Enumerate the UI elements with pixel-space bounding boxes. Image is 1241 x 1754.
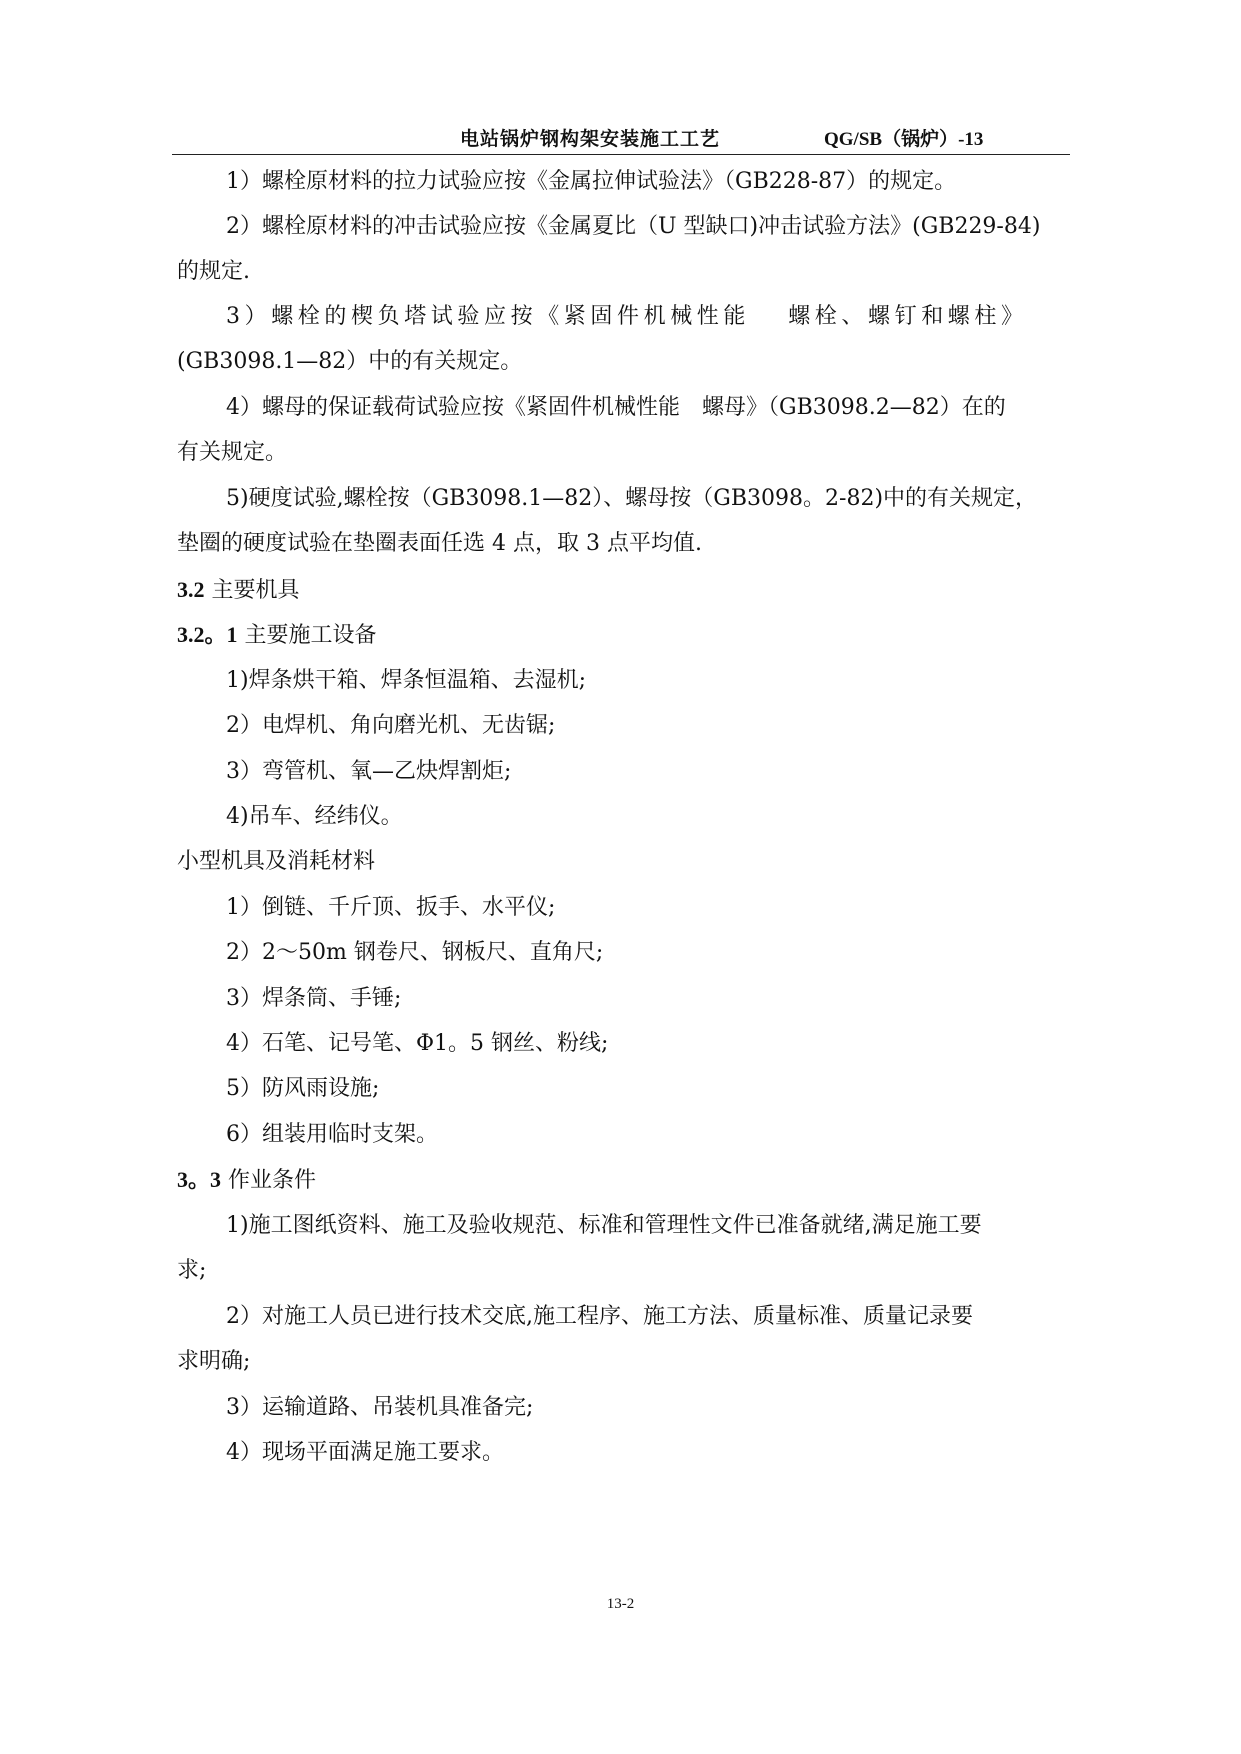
list-item: 1)焊条烘干箱、焊条恒温箱、去湿机;: [226, 668, 586, 693]
list-item-continuation: 求;: [177, 1258, 207, 1283]
list-item: 5）防风雨设施;: [226, 1076, 380, 1101]
list-item: 6）组装用临时支架。: [226, 1122, 438, 1147]
list-item: 4）石笔、记号笔、Φ1。5 钢丝、粉线;: [226, 1031, 609, 1056]
paragraph-line: 5)硬度试验,螺栓按（GB3098.1—82）、螺母按（GB3098。2-82)中的有关规定，: [226, 486, 1038, 511]
page-number: 13-2: [606, 1596, 635, 1612]
section-number: 3。3: [177, 1167, 222, 1192]
list-item: 3）运输道路、吊装机具准备完;: [226, 1395, 534, 1420]
subheading-small-tools: 小型机具及消耗材料: [177, 849, 376, 874]
list-item: 3）弯管机、氧—乙炔焊割炬;: [226, 759, 512, 784]
list-item: 2）2～50m 钢卷尺、钢板尺、直角尺;: [226, 940, 604, 965]
list-item-continuation: 求明确;: [177, 1349, 251, 1374]
section-heading-3-2-1: [177, 620, 377, 651]
list-item: 1）倒链、千斤顶、扳手、水平仪;: [226, 895, 556, 920]
page-header: [172, 124, 1070, 155]
list-item: 2）电焊机、角向磨光机、无齿锯;: [226, 713, 556, 738]
list-item: 2）对施工人员已进行技术交底,施工程序、施工方法、质量标准、质量记录要: [226, 1304, 973, 1329]
paragraph-line: 的规定.: [177, 259, 250, 284]
list-item: 3）焊条筒、手锤;: [226, 986, 402, 1011]
paragraph-line: 有关规定。: [177, 440, 288, 465]
section-title: 作业条件: [228, 1168, 317, 1193]
paragraph-line: 4）螺母的保证载荷试验应按《紧固件机械性能 螺母》（GB3098.2—82）在的: [226, 395, 1006, 420]
list-item: 4)吊车、经纬仪。: [226, 804, 403, 829]
header-title: 电站锅炉钢构架安装施工工艺: [460, 128, 721, 150]
paragraph-line: 2）螺栓原材料的冲击试验应按《金属夏比（U 型缺口)冲击试验方法》(GB229-84): [226, 214, 1041, 239]
paragraph-line: 垫圈的硬度试验在垫圈表面任选 4 点，取 3 点平均值.: [177, 531, 702, 556]
section-number: 3.2。1: [177, 622, 238, 647]
section-title: 主要施工设备: [244, 623, 377, 648]
paragraph-line: 1）螺栓原材料的拉力试验应按《金属拉伸试验法》（GB228-87）的规定。: [226, 169, 957, 194]
header-doc-code: QG/SB（锅炉）-13: [824, 129, 984, 150]
section-number: 3.2: [177, 577, 205, 602]
list-item: 1)施工图纸资料、施工及验收规范、标准和管理性文件已准备就绪,满足施工要: [226, 1213, 982, 1238]
list-item: 4）现场平面满足施工要求。: [226, 1440, 504, 1465]
section-heading-3-2: [177, 575, 300, 606]
section-title: 主要机具: [211, 578, 300, 603]
section-heading-3-3: [177, 1165, 316, 1196]
paragraph-line: 3）螺栓的楔负塔试验应按《紧固件机械性能 螺栓、螺钉和螺柱》: [226, 304, 1028, 329]
paragraph-line: (GB3098.1—82）中的有关规定。: [177, 349, 523, 374]
